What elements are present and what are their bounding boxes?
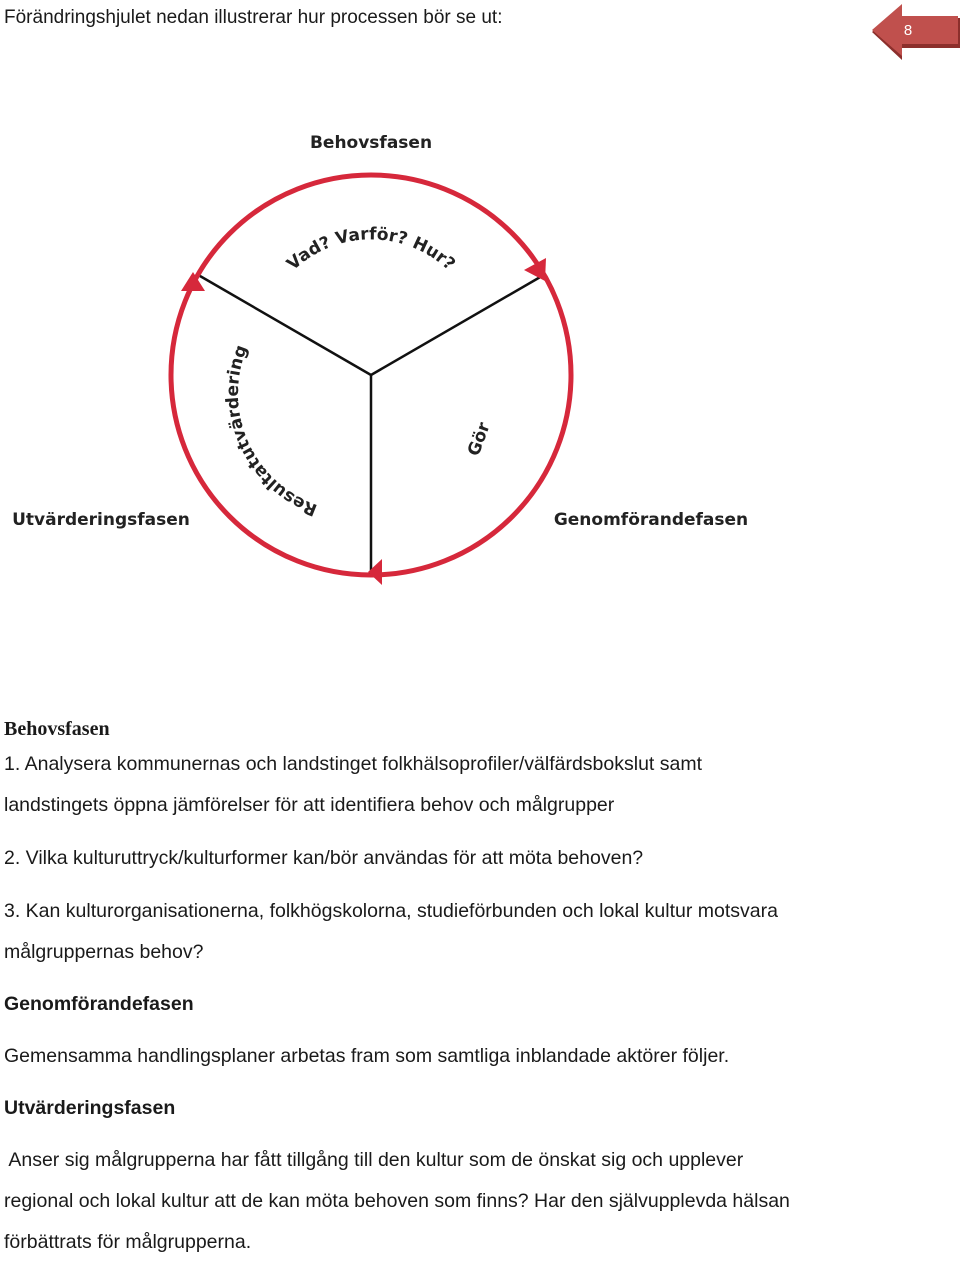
behov-item-1-line-2: landstingets öppna jämförelser för att identifiera behov och målgrupper bbox=[4, 794, 615, 816]
utv-text-line-2: regional och lokal kultur att de kan möta behoven som finns? Har den självupplevda hälsan bbox=[4, 1190, 790, 1212]
arc-label-resultatutvardering-text: Resultatutvärdering bbox=[222, 342, 321, 520]
behov-item-1-line-1: 1. Analysera kommunernas och landstinget folkhälsoprofiler/välfärdsbokslut samt bbox=[4, 753, 703, 775]
page-number-badge bbox=[872, 4, 960, 62]
phase-label-utvardering: Utvärderingsfasen bbox=[12, 510, 190, 530]
wheel-dividers bbox=[200, 276, 542, 574]
arc-label-vad-varfor-hur-text: Vad? Varför? Hur? bbox=[283, 224, 459, 275]
behov-item-3-line-2: målgruppernas behov? bbox=[4, 941, 204, 963]
cycle-arrow-left-icon bbox=[181, 272, 205, 291]
page-number: 8 bbox=[903, 22, 913, 39]
genom-text: Gemensamma handlingsplaner arbetas fram som samtliga inblandade aktörer följer. bbox=[4, 1045, 730, 1067]
heading-genomforandefasen: Genomförandefasen bbox=[4, 993, 194, 1015]
arrow-badge-icon bbox=[872, 4, 960, 62]
utv-text-line-1: Anser sig målgrupperna har fått tillgång till den kultur som de önskat sig och upplever bbox=[4, 1149, 744, 1171]
behov-item-2: 2. Vilka kulturuttryck/kulturformer kan/bör användas för att möta behoven? bbox=[4, 847, 644, 869]
phase-label-behov: Behovsfasen bbox=[309, 133, 433, 153]
intro-text: Förändringshjulet nedan illustrerar hur processen bör se ut: bbox=[4, 7, 503, 28]
phase-label-genomforande: Genomförandefasen bbox=[553, 510, 749, 530]
heading-behovsfasen: Behovsfasen bbox=[4, 718, 110, 740]
behov-item-3-line-1: 3. Kan kulturorganisationerna, folkhögskolorna, studieförbunden och lokal kultur motsvara bbox=[4, 900, 778, 922]
arc-label-gor: Gör bbox=[464, 419, 495, 459]
body-text bbox=[4, 714, 904, 1263]
arc-label-resultatutvardering bbox=[223, 342, 320, 519]
arc-label-vad-varfor-hur bbox=[283, 224, 459, 274]
utv-text-line-3: förbättrats för målgrupperna. bbox=[4, 1231, 252, 1253]
change-wheel-diagram bbox=[0, 90, 960, 610]
heading-utvarderingsfasen: Utvärderingsfasen bbox=[4, 1097, 176, 1119]
